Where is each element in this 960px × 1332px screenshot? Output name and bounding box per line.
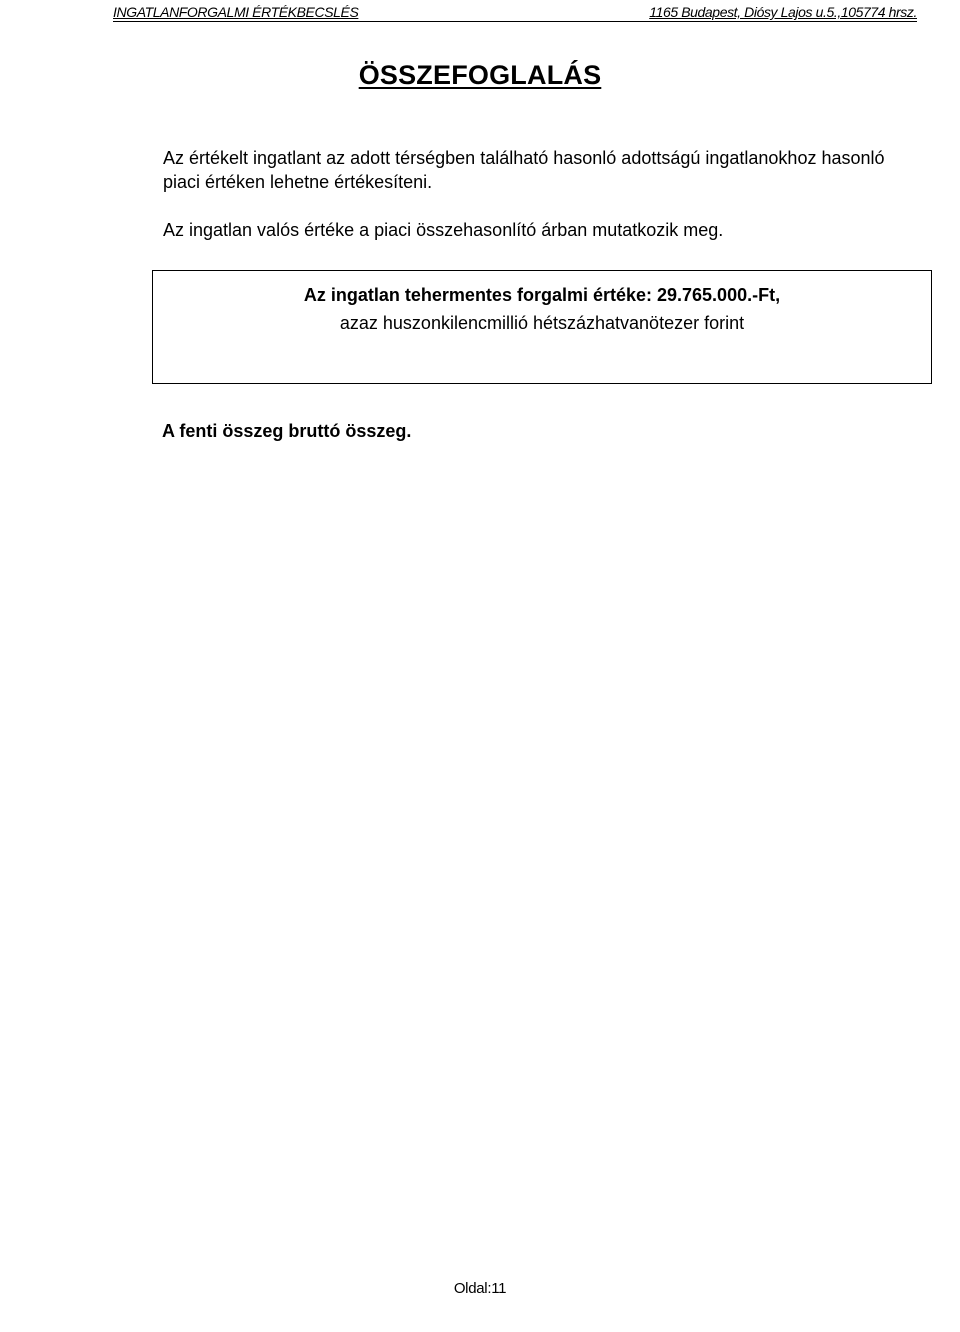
- page-title: ÖSSZEFOGLALÁS: [358, 60, 602, 90]
- page-number: Oldal:11: [453, 1280, 507, 1297]
- header-property-address: 1165 Budapest, Diósy Lajos u.5.,105774 hrsz.: [649, 4, 917, 20]
- summary-paragraph-comparable: Az értékelt ingatlant az adott térségben található hasonló adottságú ingatlanokhoz hasonló piaci értéken lehetne értékesíteni.: [163, 148, 885, 192]
- gross-amount-note: A fenti összeg bruttó összeg.: [162, 421, 412, 441]
- market-value-amount: Az ingatlan tehermentes forgalmi értéke: 29.765.000.-Ft,: [303, 285, 781, 305]
- summary-paragraph-market-value: Az ingatlan valós értéke a piaci összehasonlító árban mutatkozik meg.: [163, 220, 724, 240]
- market-value-box: [152, 270, 932, 384]
- header-document-type: INGATLANFORGALMI ÉRTÉKBECSLÉS: [113, 4, 359, 20]
- market-value-in-words: azaz huszonkilencmillió hétszázhatvanötezer forint: [339, 313, 745, 333]
- page-header: [113, 3, 917, 22]
